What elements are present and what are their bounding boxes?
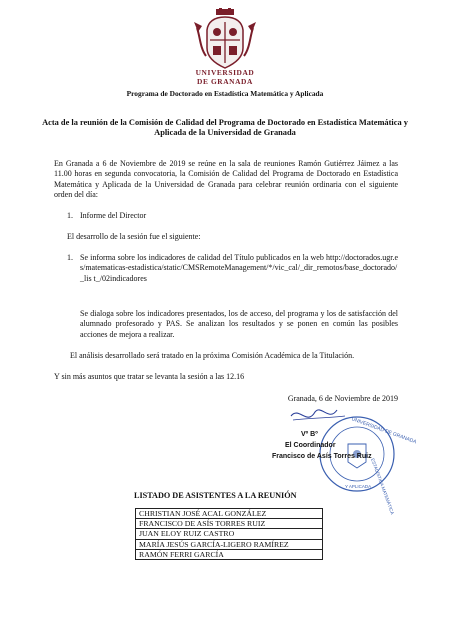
attendee-name: RAMÓN FERRI GARCÍA (136, 549, 323, 559)
analysis-paragraph: El análisis desarrollado será tratado en la próxima Comisión Académica de la Titulación. (70, 351, 355, 360)
attendee-name: MARÍA JESÚS GARCÍA-LIGERO RAMÍREZ (136, 539, 323, 549)
table-row (136, 549, 323, 559)
attendee-name: CHRISTIAN JOSÉ ACAL GONZÁLEZ (136, 509, 323, 519)
university-name-line2: DE GRANADA (197, 77, 253, 86)
table-row (136, 539, 323, 549)
agenda-item-number: 1. (67, 211, 73, 220)
development-item-number: 1. (67, 253, 73, 262)
agenda-item: Informe del Director (80, 211, 147, 220)
attendee-name: FRANCISCO DE ASÍS TORRES RUIZ (136, 519, 323, 529)
development-item: Se informa sobre los indicadores de calidad del Título publicados en la web http://doctorados.ugr.es/matematicas-estadistica/static/CMSRemoteManagement/*/vic_cal/_dir_remotos/base_doctorado/_lis t_/02indicadores (80, 253, 398, 283)
svg-text:ESTADÍSTICA MATEMÁTICA: ESTADÍSTICA MATEMÁTICA (370, 457, 396, 516)
attendees-table (135, 508, 323, 560)
attendee-name: JUAN ELOY RUIZ CASTRO (136, 529, 323, 539)
development-item-detail: Se dialoga sobre los indicadores presentados, los de acceso, del programa y los de satisfacción del alumnado profesorado y PAS. Se analizan los resultados y se ponen en común las posibles acciones de mejora a realizar. (80, 309, 398, 339)
closing-paragraph: Y sin más asuntos que tratar se levanta la sesión a las 12.16 (54, 372, 245, 381)
intro-paragraph: En Granada a 6 de Noviembre de 2019 se reúne en la sala de reuniones Ramón Gutiérrez Jáimez a las 11.00 horas en segunda convocatoria, la Comisión de Calidad del Programa de Doctorado en Estadística Matemática y Aplicada de la Universidad de Granada para celebrar reunión ordinaria con el siguiente orden del día: (54, 159, 398, 200)
table-row (136, 509, 323, 519)
table-row (136, 519, 323, 529)
svg-text:Y APLICADA: Y APLICADA (345, 484, 372, 489)
document-date: Granada, 6 de Noviembre de 2019 (287, 394, 398, 403)
svg-text:UNIVERSIDAD DE GRANADA: UNIVERSIDAD DE GRANADA (350, 416, 418, 446)
document-title: Acta de la reunión de la Comisión de Calidad del Programa de Doctorado en Estadística Matemática y Aplicada de la Universidad de Granada (42, 118, 408, 138)
attendees-title: LISTADO DE ASISTENTES A LA REUNIÓN (134, 491, 297, 500)
university-crest-logo (192, 8, 258, 70)
development-intro: El desarrollo de la sesión fue el siguiente: (67, 232, 201, 241)
signature-name: Francisco de Asís Torres Ruiz (272, 453, 372, 460)
program-name: Programa de Doctorado en Estadística Matemática y Aplicada (126, 89, 324, 98)
signature-vb: Vº Bº (301, 431, 318, 438)
table-row (136, 529, 323, 539)
university-name-line1: UNIVERSIDAD (195, 68, 255, 77)
official-stamp (285, 404, 418, 516)
signature-role: El Coordinador (285, 442, 336, 449)
